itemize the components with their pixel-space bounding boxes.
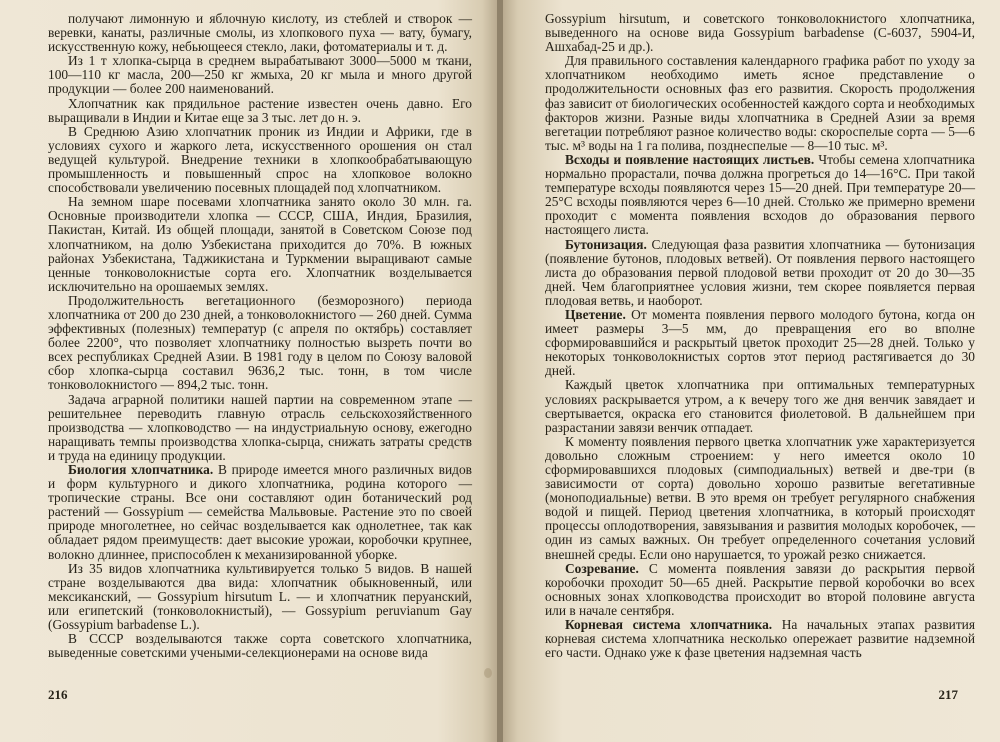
paragraph (545, 308, 975, 378)
paragraph (545, 435, 975, 562)
section-heading: Бутонизация. (565, 236, 647, 252)
paragraph (545, 238, 975, 308)
paragraph (545, 618, 975, 660)
section-heading: Всходы и появление настоящих листьев. (565, 151, 815, 167)
paragraph (48, 12, 472, 54)
paragraph (545, 54, 975, 153)
right-page (503, 0, 1000, 742)
paragraph-text: Задача аграрной политики нашей партии на современном этапе — решительнее переводить главную отрасль сельскохозяйственного производства — хлопководство — на индустриальную основу, ежегодно наращивать темпы производства хлопка-сырца, снижать затраты средств и труда на единицу продукции. (48, 391, 472, 463)
paragraph-text: В природе имеется много различных видов и форм культурного и дикого хлопчатника, родина которого — тропические страны. Все они составляют один ботанический род растений — Gossypium — семейства Мальвовые. Растение это по своей природе многолетнее, но сейчас возделывается как однолетнее, так как обладает рядом преимуществ: дает высокие урожаи, коробочки крупнее, волокно длиннее, приспособлен к механизированной уборке. (48, 462, 472, 562)
paragraph-text: Продолжительность вегетационного (безморозного) периода хлопчатника от 200 до 230 дней, а тонковолокнистого — 260 дней. Сумма эффективных (полезных) температур (с апреля по октябрь) составляет более 2200°, что позволяет хлопчатнику полностью вызреть почти во всех республиках Средней Азии. В 1981 году в целом по Союзу валовой сбор хлопка-сырца составил 9636,2 тыс. тонн, в том числе тонковолокнистого — 894,2 тыс. тонн. (48, 292, 472, 393)
left-page (0, 0, 497, 742)
left-page-text (48, 12, 472, 660)
paragraph-text: Хлопчатник как прядильное растение известен очень давно. Его выращивали в Индии и Китае еще за 3 тыс. лет до н. э. (48, 95, 472, 125)
paragraph (545, 153, 975, 238)
paragraph (48, 632, 472, 660)
paragraph-text: На начальных этапах развития корневая система хлопчатника несколько опережает развитие надземной его части. Однако уже к фазе цветения надземная часть (545, 617, 975, 661)
paragraph-text: Из 35 видов хлопчатника культивируется только 5 видов. В нашей стране возделываются два вида: хлопчатник обыкновенный, или мексиканский, — Gossypium hirsutum L. — и хлопчатник перуанский, или египетский (тонковолокнистый), — Gossypium peruvianum Gay (Gossypium barbadense L.). (48, 560, 472, 633)
paragraph (545, 378, 975, 434)
paragraph (48, 562, 472, 632)
paragraph-text: Каждый цветок хлопчатника при оптимальных температурных условиях раскрывается утром, а к вечеру того же дня венчик завядает и свертывается, окраска его становится фиолетовой. В дальнейшем при разрастании завязи венчик отпадает. (545, 377, 975, 435)
paragraph (48, 97, 472, 125)
paragraph (48, 463, 472, 562)
paragraph (48, 125, 472, 195)
paragraph-text: Для правильного составления календарного графика работ по уходу за хлопчатником необходимо иметь ясное представление о продолжительности основных фаз его развития. Скорость продолжения фаз зависит от биологических особенностей каждого сорта и необходимых факторов жизни. Разные виды хлопчатника в Средней Азии за время вегетации потребляют разное количество воды: скороспелые сорта — 5—6 тыс. м³ воды на 1 га полива, позднеспелые — 8—10 тыс. м³. (545, 53, 975, 153)
left-page-number: 216 (48, 687, 68, 702)
section-heading: Созревание. (565, 560, 639, 576)
paragraph (545, 12, 975, 54)
paragraph (48, 195, 472, 294)
paragraph-text: К моменту появления первого цветка хлопчатник уже характеризуется довольно сложным строением: у него имеется около 10 сформировавшихся плодовых (симподиальных) ветвей и две-три (в зависимости от сорта) довольно хорошо развитые вегетативные (моноподиальные) ветви. В это время он требует регулярного снабжения водой и пищей. Период цветения хлопчатника, в который происходят процессы оплодотворения, завязывания и развития молодых коробочек, — один из самых важных. Он требует определенного сочетания условий внешней среды. Если оно нарушается, то урожай резко снижается. (545, 433, 975, 562)
right-page-number: 217 (938, 687, 958, 702)
paragraph (545, 562, 975, 618)
paragraph-text: С момента появления завязи до раскрытия первой коробочки проходит 50—65 дней. Раскрытие первой коробочки во всех основных зонах хлопководства происходит во второй половине августа или в начале сентября. (545, 560, 975, 618)
paragraph-text: Чтобы семена хлопчатника нормально прорастали, почва должна прогреться до 14—16°С. При такой температуре всходы появляются через 15—20 дней. При температуре 20—25°С всходы появляются через 6—10 дней. Столько же примерно времени проходит с момента появления всходов до образования первого настоящего листа. (545, 151, 975, 238)
paper-stain (484, 668, 492, 678)
paragraph-text: От момента появления первого молодого бутона, когда он имеет размеры 3—5 мм, до превращения его во вполне сформировавшийся и раскрытый цветок проходит 25—28 дней. Только у некоторых тонковолокнистых сортов этот период растягивается до 30 дней. (545, 306, 975, 379)
paragraph (48, 54, 472, 96)
section-heading: Цветение. (565, 306, 626, 322)
paragraph-text: На земном шаре посевами хлопчатника занято около 30 млн. га. Основные производители хлопка — СССР, США, Индия, Бразилия, Пакистан, Китай. Из общей площади, занятой в Советском Союзе под хлопчатником, на долю Узбекистана приходится до 70%. В южных районах Узбекистана, Таджикистана и Туркмении выращивают самые ценные тонковолокнистые сорта его. Хлопчатник возделывается исключительно на орошаемых землях. (48, 194, 472, 294)
paragraph-text: В СССР возделываются также сорта советского хлопчатника, выведенные советскими учеными-селекционерами на основе вида (48, 631, 472, 661)
paragraph-text: Gossypium hirsutum, и советского тонковолокнистого хлопчатника, выведенного на основе вида Gossypium barbadense (С-6037, 5904-И, Ашхабад-25 и др.). (545, 11, 975, 55)
section-heading: Биология хлопчатника. (68, 462, 214, 477)
paragraph-text: Из 1 т хлопка-сырца в среднем вырабатывают 3000—5000 м ткани, 100—110 кг масла, 200—250 кг жмыха, 20 кг мыла и много другой продукции — более 200 наименований. (48, 53, 472, 97)
paragraph-text: Следующая фаза развития хлопчатника — бутонизация (появление бутонов, плодовых ветвей). От появления первого настоящего листа до образования первой плодовой ветви проходит от 20 до 30—35 дней. Чем благоприятнее условия жизни, тем скорее появляется первая плодовая ветвь, и наоборот. (545, 236, 975, 308)
paragraph (48, 294, 472, 393)
paragraph-text: В Среднюю Азию хлопчатник проник из Индии и Африки, где в условиях сухого и жаркого лета, искусственного орошения он стал ведущей культурой. Внедрение техники в хлопкообрабатывающую промышленность и повышенный спрос на хлопковое волокно способствовали увеличению посевных площадей под хлопчатником. (48, 123, 472, 196)
paragraph (48, 393, 472, 463)
section-heading: Корневая система хлопчатника. (565, 617, 773, 633)
paragraph-text: получают лимонную и яблочную кислоту, из стеблей и створок — веревки, канаты, различные смолы, из хлопкового пуха — вату, бумагу, искусственную кожу, небьющееся стекло, лаки, фотоматериалы и т. д. (48, 11, 472, 55)
right-page-text (545, 12, 975, 660)
